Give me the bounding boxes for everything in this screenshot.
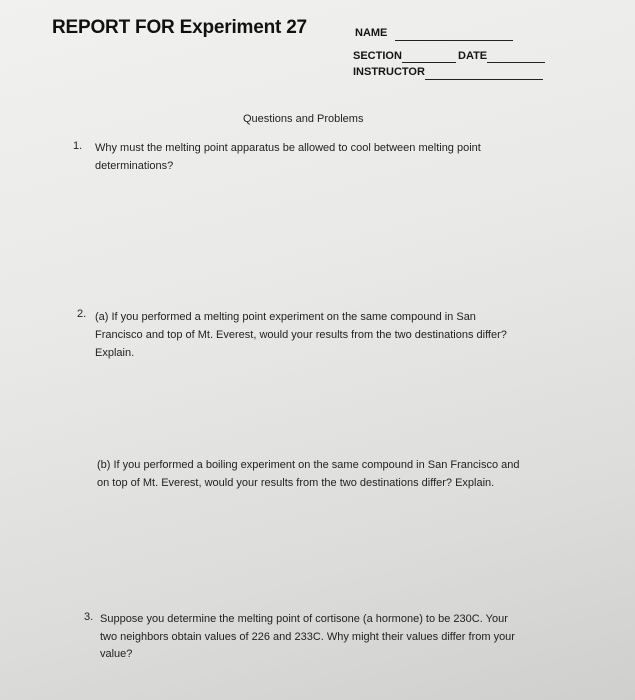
name-blank <box>395 40 513 41</box>
section-heading: Questions and Problems <box>243 113 364 125</box>
question-text-line: (a) If you performed a melting point experiment on the same compound in San <box>95 311 476 323</box>
question-number: 2. <box>77 308 87 320</box>
report-title: REPORT FOR Experiment 27 <box>52 17 307 38</box>
date-label: DATE <box>458 50 488 62</box>
question-number: 3. <box>84 611 94 623</box>
instructor-label: INSTRUCTOR <box>353 66 425 78</box>
question-text-line: (b) If you performed a boiling experiment on the same compound in San Francisco and <box>97 459 520 471</box>
question-text-line: on top of Mt. Everest, would your results from the two destinations differ? Explain. <box>97 476 495 489</box>
question-text-line: Explain. <box>95 347 135 359</box>
section-label: SECTION <box>353 50 402 62</box>
question-text-line: Why must the melting point apparatus be allowed to cool between melting point <box>95 142 481 154</box>
question-text-line: Francisco and top of Mt. Everest, would your results from the two destinations differ? <box>95 329 507 341</box>
question-text-line: determinations? <box>95 159 174 172</box>
instructor-blank <box>425 79 543 80</box>
question-number: 1. <box>73 140 83 152</box>
name-label: NAME <box>355 27 388 39</box>
question-text-line: Suppose you determine the melting point of cortisone (a hormone) to be 230C. Your <box>100 613 508 625</box>
section-blank <box>402 62 456 63</box>
question-text-line: two neighbors obtain values of 226 and 233C. Why might their values differ from your <box>100 630 515 643</box>
question-text-line: value? <box>100 648 133 660</box>
date-blank <box>487 62 545 63</box>
